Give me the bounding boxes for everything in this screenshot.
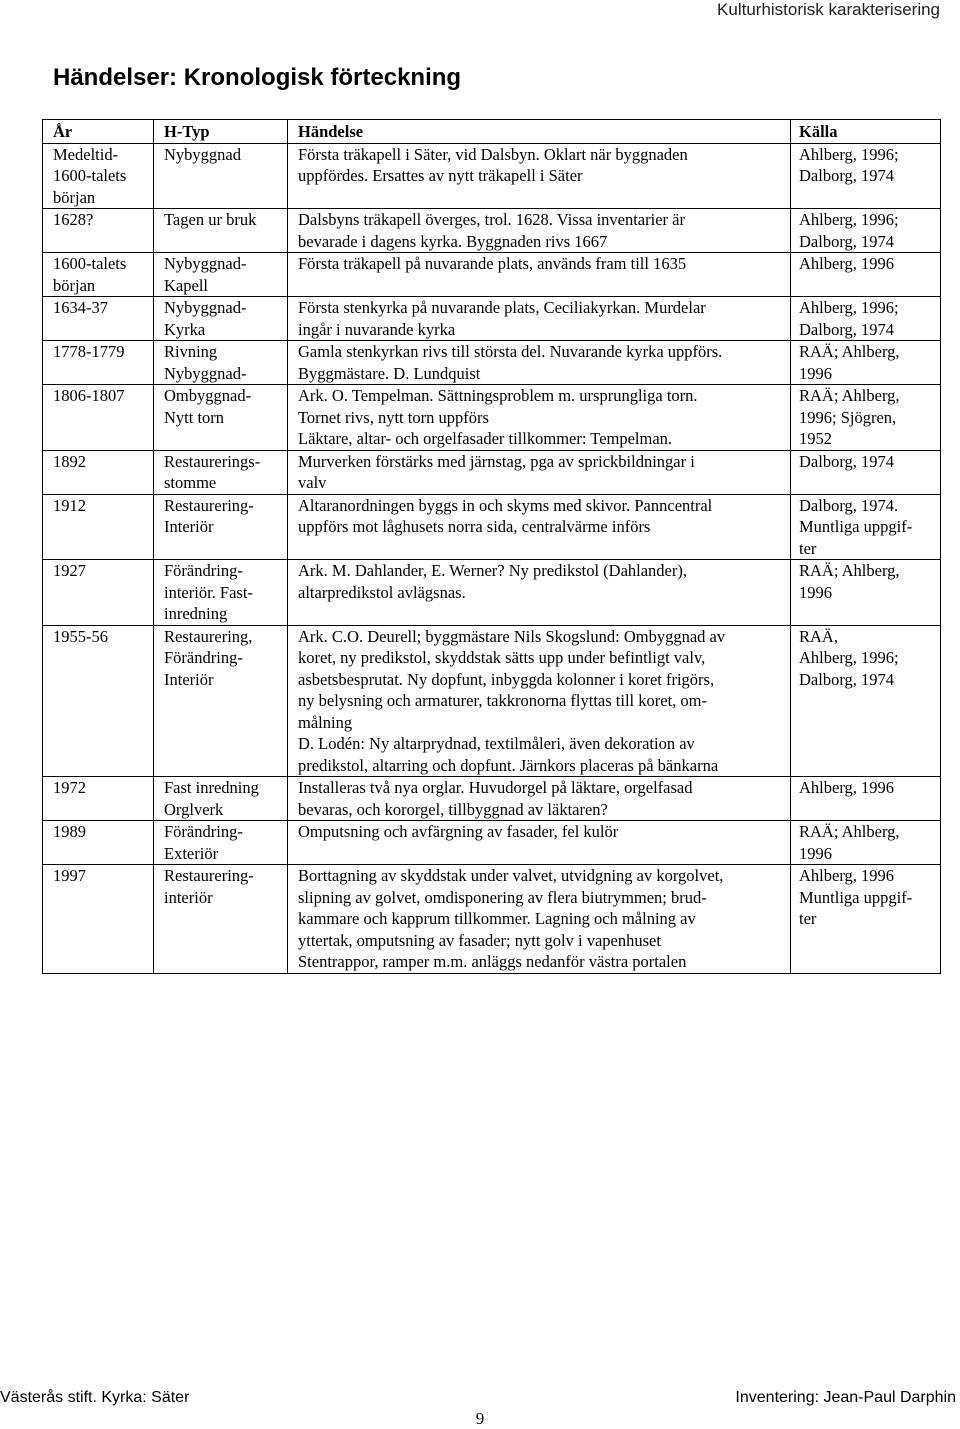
cell-source [791, 209, 941, 253]
running-header: Kulturhistorisk karakterisering [717, 0, 940, 19]
cell-source [791, 385, 941, 451]
cell-event-line: Altaranordningen byggs in och skyms med skivor. Panncentral [298, 495, 713, 515]
cell-type-line: Fast inredning [164, 778, 259, 797]
table-row [43, 209, 941, 253]
cell-type-line: Nybyggnad- [164, 298, 247, 317]
table-row [43, 341, 941, 385]
cell-event-line: valv [298, 473, 327, 492]
cell-source-line: Ahlberg, 1996 [799, 254, 895, 273]
cell-event [288, 385, 791, 451]
cell-year [43, 450, 154, 494]
cell-event [288, 777, 791, 821]
cell-type-line: interiör [164, 887, 213, 907]
cell-year [43, 821, 154, 865]
cell-year [43, 625, 154, 777]
cell-event-line: Borttagning av skyddstak under valvet, utvidgning av korgolvet, [298, 866, 724, 885]
cell-source-line: Ahlberg, 1996; [799, 144, 899, 164]
table-row [43, 560, 941, 626]
cell-event-line: Första träkapell på nuvarande plats, används fram till 1635 [298, 254, 687, 273]
cell-type-line: Orglverk [164, 799, 224, 819]
cell-year-line: Medeltid- [53, 144, 119, 164]
cell-source-line: RAÄ; Ahlberg, [799, 822, 900, 841]
cell-year-line: 1634-37 [53, 298, 108, 317]
cell-event-line: Dalsbyns träkapell överges, trol. 1628. Vissa inventarier är [298, 210, 685, 229]
cell-source [791, 450, 941, 494]
cell-year-line: början [53, 275, 96, 295]
cell-type [154, 143, 288, 209]
cell-type-line: Interiör [164, 669, 214, 689]
cell-source [791, 821, 941, 865]
cell-type-line: interiör. Fast- [164, 582, 253, 602]
cell-source [791, 297, 941, 341]
column-header-type: H-Typ [154, 120, 288, 144]
cell-type [154, 385, 288, 451]
cell-event-line: Installeras två nya orglar. Huvudorgel på läktare, orgelfasad [298, 778, 693, 797]
cell-source-line: Dalborg, 1974 [799, 669, 895, 689]
cell-type [154, 341, 288, 385]
cell-type-line: Exteriör [164, 843, 219, 863]
cell-type-line: Nytt torn [164, 407, 225, 427]
cell-event-line: ingår i nuvarande kyrka [298, 319, 456, 339]
cell-year-line: 1778-1779 [53, 342, 125, 361]
table-header-row [43, 120, 941, 144]
cell-source-line: Dalborg, 1974 [799, 451, 895, 471]
cell-year-line: början [53, 187, 96, 207]
cell-event [288, 297, 791, 341]
cell-type-line: Restaurering- [164, 495, 254, 515]
cell-source-line: 1996 [799, 582, 832, 602]
cell-source-line: Ahlberg, 1996; [799, 210, 899, 229]
cell-source-line: 1996 [799, 363, 832, 383]
cell-type [154, 209, 288, 253]
cell-event-line: predikstol, altarring och dopfunt. Järnkors placeras på bänkarna [298, 755, 719, 775]
cell-source-line: 1996 [799, 843, 832, 863]
cell-type [154, 494, 288, 560]
cell-year [43, 777, 154, 821]
cell-type [154, 865, 288, 974]
cell-event-line: Första stenkyrka på nuvarande plats, Ceciliakyrkan. Murdelar [298, 298, 706, 317]
cell-type [154, 821, 288, 865]
cell-year-line: 1912 [53, 495, 86, 515]
cell-type [154, 450, 288, 494]
cell-event [288, 821, 791, 865]
cell-source-line: RAÄ, [799, 626, 838, 646]
cell-year [43, 253, 154, 297]
cell-event-line: Gamla stenkyrkan rivs till största del. Nuvarande kyrka uppförs. [298, 342, 723, 361]
footer-inventory: Inventering: Jean-Paul Darphin [735, 1389, 956, 1406]
table-row [43, 385, 941, 451]
cell-source-line: Ahlberg, 1996 [799, 866, 895, 885]
cell-type-line: stomme [164, 473, 217, 492]
cell-event-line: Omputsning och avfärgning av fasader, fel kulör [298, 822, 619, 841]
cell-year [43, 494, 154, 560]
cell-type [154, 777, 288, 821]
cell-source-line: Dalborg, 1974. [799, 495, 899, 515]
cell-type-line: Nybyggnad- [164, 254, 247, 273]
cell-source-line: Ahlberg, 1996 [799, 778, 895, 797]
cell-event [288, 450, 791, 494]
cell-event [288, 560, 791, 626]
cell-source [791, 865, 941, 974]
cell-event [288, 625, 791, 777]
cell-source [791, 341, 941, 385]
cell-event-line: D. Lodén: Ny altarprydnad, textilmåleri, även dekoration av [298, 734, 695, 753]
cell-year-line: 1955-56 [53, 626, 108, 646]
cell-event [288, 209, 791, 253]
cell-event-line: ny belysning och armaturer, takkronorna flyttas till koret, om- [298, 691, 707, 710]
footer-church: Västerås stift. Kyrka: Säter [0, 1389, 190, 1406]
cell-event-line: uppfördes. Ersattes av nytt träkapell i Säter [298, 166, 583, 185]
cell-event-line: altarpredikstol avlägsnas. [298, 582, 466, 602]
cell-source-line: RAÄ; Ahlberg, [799, 386, 900, 405]
table-row [43, 625, 941, 777]
cell-type-line: inredning [164, 604, 228, 623]
cell-year [43, 297, 154, 341]
table-row [43, 450, 941, 494]
cell-source-line: RAÄ; Ahlberg, [799, 561, 900, 580]
column-header-event: Händelse [288, 120, 791, 144]
cell-type-line: Restaurering, [164, 626, 253, 646]
cell-type-line: Interiör [164, 517, 214, 536]
cell-source [791, 494, 941, 560]
table-row [43, 297, 941, 341]
cell-event-line: Tornet rivs, nytt torn uppförs [298, 407, 489, 427]
cell-event [288, 253, 791, 297]
cell-type-line: Rivning [164, 342, 218, 361]
cell-year-line: 1927 [53, 561, 86, 580]
cell-type [154, 253, 288, 297]
cell-type-line: Ombyggnad- [164, 386, 252, 405]
cell-year [43, 865, 154, 974]
cell-type-line: Förändring- [164, 822, 243, 841]
cell-type-line: Restaurering- [164, 866, 254, 885]
cell-year-line: 1989 [53, 822, 86, 841]
table-row [43, 777, 941, 821]
cell-year [43, 209, 154, 253]
cell-source [791, 253, 941, 297]
cell-source-line: ter [799, 909, 817, 928]
cell-event [288, 341, 791, 385]
table-row [43, 143, 941, 209]
cell-source-line: RAÄ; Ahlberg, [799, 342, 900, 361]
cell-source-line: ter [799, 538, 817, 558]
cell-type-line: Kapell [164, 275, 208, 295]
events-table [42, 119, 941, 974]
cell-year-line: 1600-talets [53, 254, 127, 273]
cell-year-line: 1997 [53, 866, 86, 885]
cell-source [791, 560, 941, 626]
cell-event-line: Stentrappor, ramper m.m. anläggs nedanför västra portalen [298, 952, 687, 971]
cell-type-line: Nybyggnad [164, 144, 241, 164]
cell-event-line: kammare och kapprum tillkommer. Lagning och målning av [298, 909, 696, 928]
cell-source-line: Ahlberg, 1996; [799, 298, 899, 317]
cell-event-line: bevarade i dagens kyrka. Byggnaden rivs 1667 [298, 231, 608, 251]
cell-event-line: asbetsbesprutat. Ny dopfunt, inbyggda kolonner i koret frigörs, [298, 669, 715, 689]
column-header-source: Källa [791, 120, 941, 144]
cell-event-line: Läktare, altar- och orgelfasader tillkommer: Tempelman. [298, 429, 673, 448]
cell-source [791, 143, 941, 209]
cell-type-line: Förändring- [164, 561, 243, 580]
cell-source-line: Dalborg, 1974 [799, 231, 895, 251]
cell-event-line: Ark. O. Tempelman. Sättningsproblem m. ursprungliga torn. [298, 386, 698, 405]
cell-event-line: Murverken förstärks med järnstag, pga av sprickbildningar i [298, 451, 695, 471]
page-number: 9 [475, 1409, 485, 1428]
events-table-body [43, 143, 941, 973]
cell-type-line: Nybyggnad- [164, 363, 247, 383]
cell-source-line: Dalborg, 1974 [799, 319, 895, 339]
table-row [43, 253, 941, 297]
cell-year-line: 1600-talets [53, 166, 127, 185]
cell-event [288, 143, 791, 209]
cell-source [791, 777, 941, 821]
cell-type-line: Restaurerings- [164, 451, 261, 471]
cell-year [43, 385, 154, 451]
table-row [43, 865, 941, 974]
cell-type-line: Förändring- [164, 648, 243, 667]
page-title: Händelser: Kronologisk förteckning [53, 64, 462, 91]
cell-event-line: bevaras, och kororgel, tillbyggnad av läktaren? [298, 799, 608, 819]
cell-event-line: yttertak, omputsning av fasader; nytt golv i vapenhuset [298, 930, 661, 950]
cell-source [791, 625, 941, 777]
cell-event-line: slipning av golvet, omdisponering av flera biutrymmen; brud- [298, 887, 707, 907]
cell-event-line: Byggmästare. D. Lundquist [298, 363, 481, 383]
cell-type [154, 560, 288, 626]
cell-event-line: Första träkapell i Säter, vid Dalsbyn. Oklart när byggnaden [298, 144, 688, 164]
cell-year [43, 341, 154, 385]
cell-source-line: 1996; Sjögren, [799, 407, 897, 427]
cell-event-line: uppförs mot låghusets norra sida, centralvärme införs [298, 517, 651, 536]
cell-type [154, 297, 288, 341]
cell-source-line: Ahlberg, 1996; [799, 648, 899, 667]
table-row [43, 821, 941, 865]
cell-type-line: Kyrka [164, 319, 206, 339]
cell-year-line: 1806-1807 [53, 386, 125, 405]
cell-type-line: Tagen ur bruk [164, 210, 257, 229]
cell-source-line: Dalborg, 1974 [799, 166, 895, 185]
cell-source-line: Muntliga uppgif- [799, 517, 913, 536]
cell-event [288, 494, 791, 560]
cell-event-line: målning [298, 712, 353, 732]
column-header-year: År [43, 120, 154, 144]
cell-event [288, 865, 791, 974]
cell-source-line: Muntliga uppgif- [799, 887, 913, 907]
cell-event-line: koret, ny predikstol, skyddstak sätts upp under befintligt valv, [298, 648, 706, 667]
cell-year-line: 1972 [53, 778, 86, 797]
table-row [43, 494, 941, 560]
cell-event-line: Ark. M. Dahlander, E. Werner? Ny predikstol (Dahlander), [298, 561, 687, 580]
cell-event-line: Ark. C.O. Deurell; byggmästare Nils Skogslund: Ombyggnad av [298, 626, 726, 646]
cell-type [154, 625, 288, 777]
cell-year-line: 1628? [53, 210, 94, 229]
cell-year-line: 1892 [53, 451, 86, 471]
cell-year [43, 560, 154, 626]
cell-source-line: 1952 [799, 429, 832, 448]
cell-year [43, 143, 154, 209]
